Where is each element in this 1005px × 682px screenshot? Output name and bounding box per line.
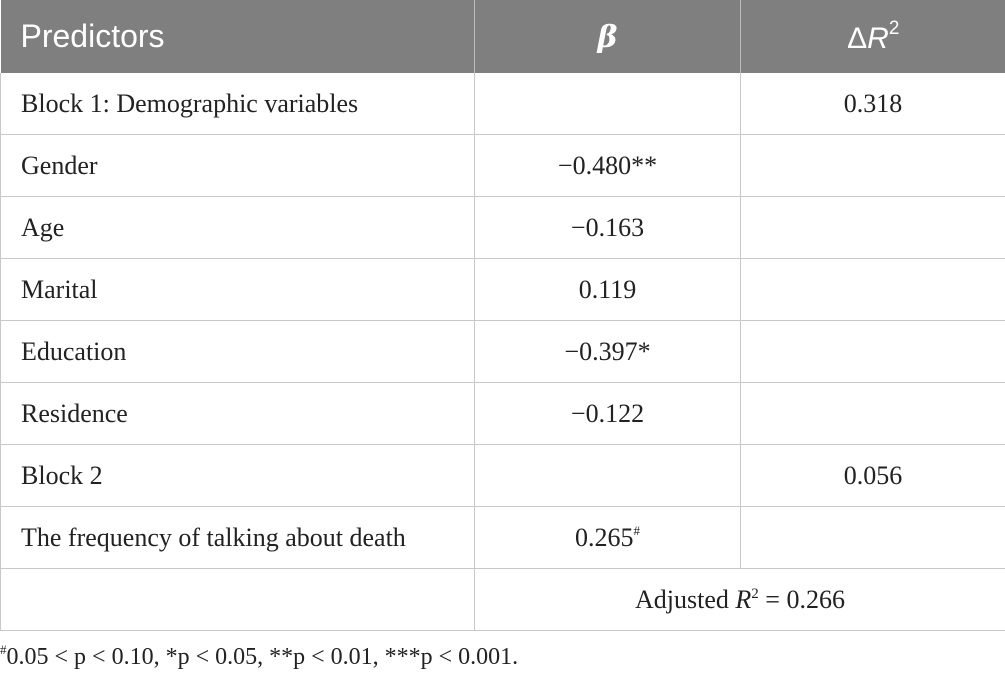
row-beta: 0.119 [475, 259, 741, 321]
row-delta-r2 [741, 259, 1005, 321]
table-header [1, 0, 1005, 73]
table-row [1, 445, 1005, 507]
adjusted-value: = 0.266 [758, 584, 845, 614]
beta-value: 0.265 [575, 522, 634, 552]
row-delta-r2 [741, 507, 1005, 569]
marginal-significance-mark: # [633, 522, 640, 538]
adjusted-prefix: Adjusted [635, 584, 736, 614]
row-delta-r2 [741, 383, 1005, 445]
adjusted-r-sup: 2 [751, 585, 759, 602]
header-delta-r2 [741, 0, 1005, 73]
table-row [1, 507, 1005, 569]
row-beta: −0.122 [475, 383, 741, 445]
row-label: Block 1: Demographic variables [1, 73, 475, 135]
adjusted-r2-cell [475, 569, 1005, 631]
row-delta-r2 [741, 321, 1005, 383]
r-squared-sup: 2 [888, 17, 900, 39]
footnote-text: 0.05 < p < 0.10, *p < 0.05, **p < 0.01, ***p < 0.001. [6, 644, 519, 670]
row-beta: −0.163 [475, 197, 741, 259]
row-delta-r2: 0.056 [741, 445, 1005, 507]
row-label: Marital [1, 259, 475, 321]
table-row [1, 135, 1005, 197]
table-row [1, 73, 1005, 135]
table-row [1, 259, 1005, 321]
header-predictors: Predictors [1, 0, 475, 73]
header-beta [475, 0, 741, 73]
footnote-mark: # [0, 642, 7, 657]
row-label: Age [1, 197, 475, 259]
row-beta: −0.480** [475, 135, 741, 197]
row-delta-r2 [741, 135, 1005, 197]
row-beta [475, 445, 741, 507]
adjusted-r-symbol: R [735, 584, 752, 614]
row-label: The frequency of talking about death [1, 507, 475, 569]
row-beta [475, 73, 741, 135]
row-label-empty [1, 569, 475, 631]
table-footnote [0, 642, 518, 671]
table-row [1, 383, 1005, 445]
row-delta-r2: 0.318 [741, 73, 1005, 135]
table-row-adjusted [1, 569, 1005, 631]
delta-symbol: Δ [847, 21, 868, 55]
row-beta: −0.397* [475, 321, 741, 383]
table-row [1, 321, 1005, 383]
row-beta [475, 507, 741, 569]
row-label: Block 2 [1, 445, 475, 507]
row-label: Residence [1, 383, 475, 445]
beta-symbol: β [597, 20, 618, 55]
row-label: Education [1, 321, 475, 383]
r-symbol: R [867, 21, 889, 55]
row-delta-r2 [741, 197, 1005, 259]
table-row [1, 197, 1005, 259]
row-label: Gender [1, 135, 475, 197]
